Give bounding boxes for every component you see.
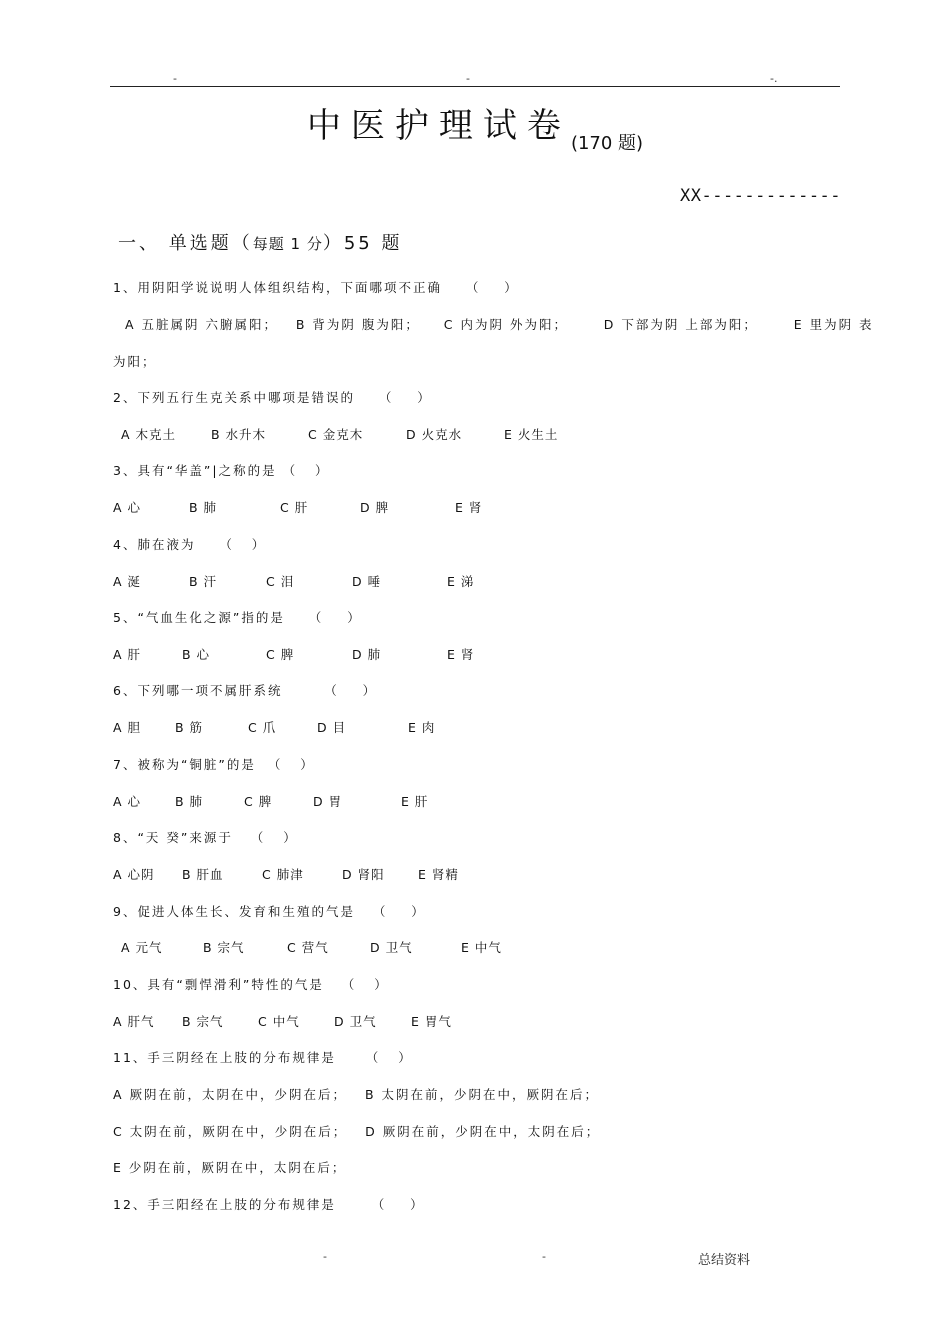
question-11: 11、手三阴经在上肢的分布规律是 （ ） bbox=[113, 1050, 413, 1065]
option-b: B 水升木 bbox=[211, 427, 267, 442]
option-b: B 肺 bbox=[175, 794, 204, 809]
option-b: B 心 bbox=[182, 647, 211, 662]
question-12: 12、手三阳经在上肢的分布规律是 （ ） bbox=[113, 1197, 425, 1212]
option-c: C 泪 bbox=[266, 574, 295, 589]
title-main: 中医护理试卷 bbox=[306, 106, 571, 146]
option-d: D 肺 bbox=[352, 647, 382, 662]
option-c: C 肺津 bbox=[262, 867, 304, 882]
question-1-options-line1: A 五脏属阴 六腑属阳； B 背为阴 腹为阳； C 内为阴 外为阳； D 下部为阴 上部为阳； E 里为阴 表 bbox=[113, 317, 874, 332]
option-d: D 唾 bbox=[352, 574, 382, 589]
option-d: D 卫气 bbox=[334, 1014, 377, 1029]
option-d: D 胃 bbox=[313, 794, 343, 809]
option-c: C 肝 bbox=[280, 500, 309, 515]
question-1-options-line2: 为阳； bbox=[113, 354, 157, 369]
question-11-options-line1: A 厥阴在前，太阴在中，少阴在后； B 太阴在前，少阴在中，厥阴在后； bbox=[113, 1087, 599, 1102]
option-b: B 宗气 bbox=[182, 1014, 224, 1029]
header-mark-left: - bbox=[173, 72, 177, 85]
option-c: C 脾 bbox=[266, 647, 295, 662]
option-a: A 元气 bbox=[121, 940, 163, 955]
option-c: C 脾 bbox=[244, 794, 273, 809]
question-9: 9、促进人体生长、发育和生殖的气是 （ ） bbox=[113, 904, 426, 919]
footer-dash-mid: - bbox=[542, 1250, 546, 1263]
option-d: D 卫气 bbox=[370, 940, 413, 955]
option-a: A 胆 bbox=[113, 720, 142, 735]
option-b: B 肝血 bbox=[182, 867, 224, 882]
section-suffix: ）55 题 bbox=[322, 233, 403, 254]
section-prefix: 一、 单选题（ bbox=[118, 233, 253, 254]
question-1: 1、用阴阳学说说明人体组织结构，下面哪项不正确 （ ） bbox=[113, 280, 519, 295]
option-e: E 中气 bbox=[461, 940, 502, 955]
option-b: B 宗气 bbox=[203, 940, 245, 955]
option-e: E 肉 bbox=[408, 720, 436, 735]
option-d: D 肾阳 bbox=[342, 867, 385, 882]
question-6: 6、下列哪一项不属肝系统 （ ） bbox=[113, 683, 378, 698]
option-c: C 营气 bbox=[287, 940, 329, 955]
option-b: B 肺 bbox=[189, 500, 218, 515]
option-c: C 爪 bbox=[248, 720, 277, 735]
option-d: D 脾 bbox=[360, 500, 390, 515]
option-a: A 肝 bbox=[113, 647, 142, 662]
question-8: 8、“天 癸”来源于 （ ） bbox=[113, 830, 298, 845]
title-sub: (170 题) bbox=[570, 133, 644, 154]
option-d: D 目 bbox=[317, 720, 347, 735]
option-b: B 汗 bbox=[189, 574, 218, 589]
option-e: E 肝 bbox=[401, 794, 429, 809]
option-b: B 筋 bbox=[175, 720, 204, 735]
section-heading bbox=[118, 229, 402, 255]
question-10: 10、具有“剽悍滑利”特性的气是 （ ） bbox=[113, 977, 389, 992]
footer-dash-left: - bbox=[323, 1250, 327, 1263]
option-a: A 涎 bbox=[113, 574, 142, 589]
option-a: A 木克土 bbox=[121, 427, 177, 442]
option-e: E 胃气 bbox=[411, 1014, 452, 1029]
option-e: E 火生土 bbox=[504, 427, 559, 442]
question-4: 4、肺在液为 （ ） bbox=[113, 537, 267, 552]
option-a: A 心 bbox=[113, 500, 142, 515]
option-e: E 肾 bbox=[447, 647, 475, 662]
option-c: C 中气 bbox=[258, 1014, 300, 1029]
option-a: A 肝气 bbox=[113, 1014, 155, 1029]
option-d: D 火克水 bbox=[406, 427, 463, 442]
option-c: C 金克木 bbox=[308, 427, 364, 442]
option-e: E 肾精 bbox=[418, 867, 459, 882]
question-11-options-line2: C 太阴在前，厥阴在中，少阴在后； D 厥阴在前，少阴在中，太阴在后； bbox=[113, 1124, 601, 1139]
header-rule bbox=[110, 86, 840, 87]
question-11-options-line3: E 少阴在前，厥阴在中，太阴在后； bbox=[113, 1160, 347, 1175]
option-e: E 肾 bbox=[455, 500, 483, 515]
page-title bbox=[0, 98, 950, 155]
header-mark-mid: - bbox=[466, 72, 470, 85]
question-3: 3、具有“华盖”|之称的是 （ ） bbox=[113, 463, 330, 478]
option-a: A 心 bbox=[113, 794, 142, 809]
name-line: XX------------- bbox=[680, 186, 842, 206]
question-7: 7、被称为“铜脏”的是 （ ） bbox=[113, 757, 315, 772]
option-a: A 心阴 bbox=[113, 867, 155, 882]
option-e: E 涕 bbox=[447, 574, 475, 589]
section-detail: 每题 1 分 bbox=[252, 235, 323, 253]
question-5: 5、“气血生化之源”指的是 （ ） bbox=[113, 610, 362, 625]
question-2: 2、下列五行生克关系中哪项是错误的 （ ） bbox=[113, 390, 432, 405]
header-mark-right: -. bbox=[770, 72, 778, 85]
footer-text: 总结资料 bbox=[698, 1253, 751, 1268]
